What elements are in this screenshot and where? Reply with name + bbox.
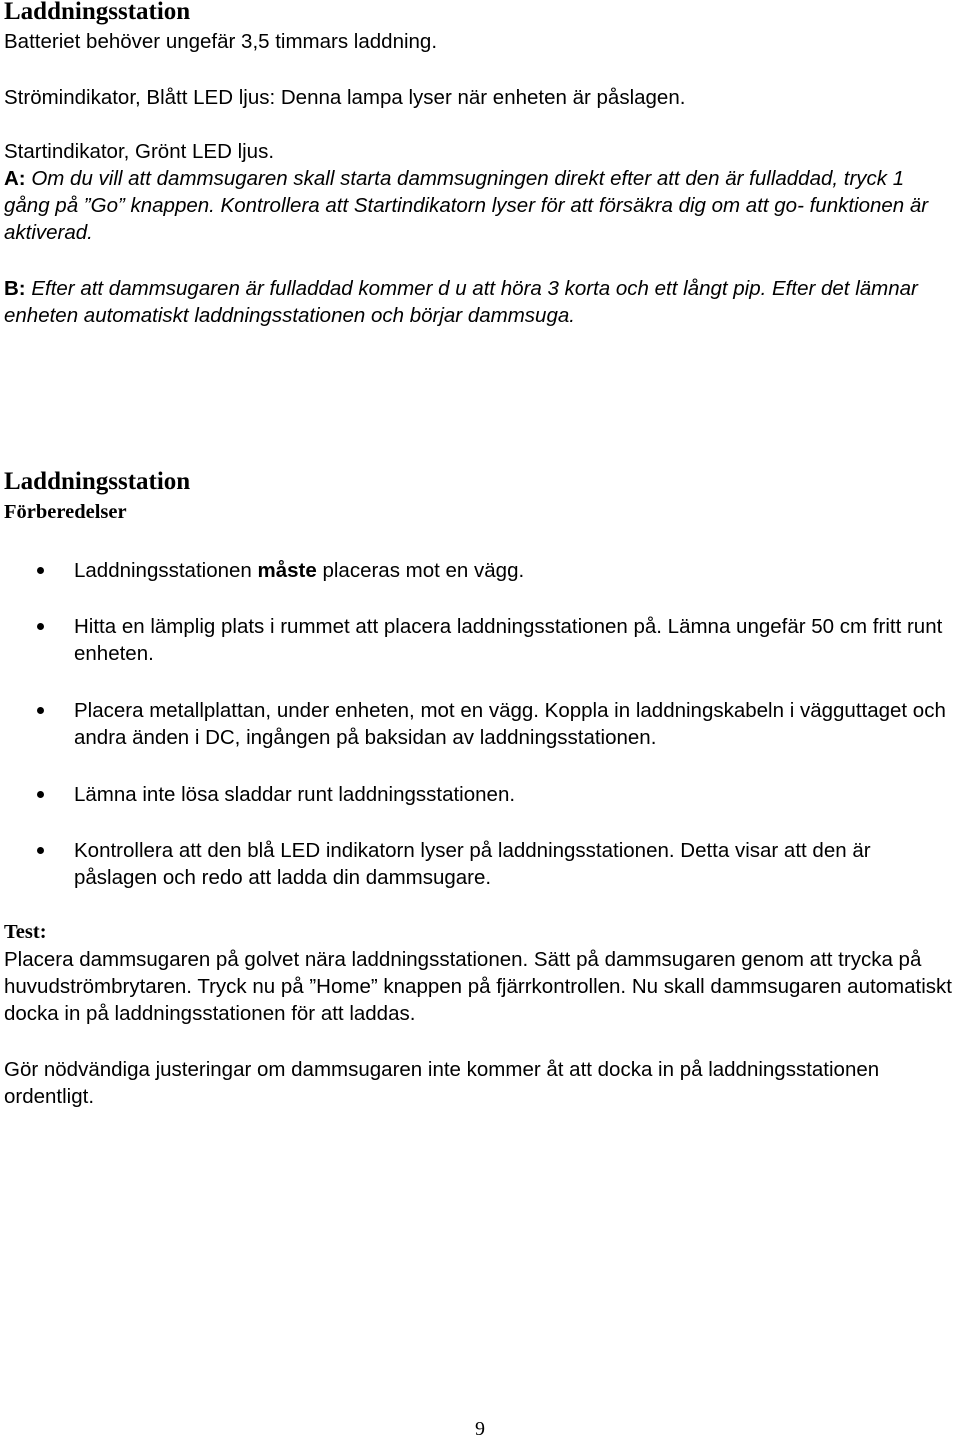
- bullet-icon: [37, 567, 44, 574]
- test-paragraph-1: Placera dammsugaren på golvet nära laddningsstationen. Sätt på dammsugaren genom att trycka på huvudströmbrytaren. Tryck nu på ”Home” knappen på fjärrkontrollen. Nu skall dammsugaren automatiskt docka in på laddningsstationen för att laddas.: [4, 948, 952, 1025]
- note-b-paragraph: [4, 275, 954, 329]
- note-b-text: Efter att dammsugaren är fulladdad kommer d u att höra 3 korta och ett långt pip. Efter det lämnar enheten automatiskt laddningsstationen och börjar dammsuga.: [4, 277, 918, 327]
- note-a-paragraph: [4, 165, 954, 246]
- bullet-text: Kontrollera att den blå LED indikatorn lyser på laddningsstationen. Detta visar att den är påslagen och redo att ladda din dammsugare.: [74, 839, 871, 889]
- battery-charge-text: Batteriet behöver ungefär 3,5 timmars laddning.: [4, 30, 438, 53]
- bullet-text: Lämna inte lösa sladdar runt laddningsstationen.: [74, 783, 516, 806]
- section-heading-charging-station: Laddningsstation: [4, 0, 191, 25]
- section-heading-charging-station-2: Laddningsstation: [4, 468, 191, 495]
- note-a-label: A:: [4, 167, 26, 190]
- page-number: 9: [475, 1418, 485, 1440]
- bullet-icon: [37, 707, 44, 714]
- bullet-text: Hitta en lämplig plats i rummet att placera laddningsstationen på. Lämna ungefär 50 cm fritt runt enheten.: [74, 615, 943, 665]
- power-indicator-text: Strömindikator, Blått LED ljus: Denna lampa lyser när enheten är påslagen.: [4, 86, 686, 109]
- note-b-label: B:: [4, 277, 26, 300]
- bullet-text: Placera metallplattan, under enheten, mot en vägg. Koppla in laddningskabeln i vägguttaget och andra änden i DC, ingången på baksidan av laddningsstationen.: [74, 699, 946, 749]
- bullet-text: Laddningsstationen måste placeras mot en vägg.: [74, 559, 525, 582]
- start-indicator-text: Startindikator, Grönt LED ljus.: [4, 140, 275, 163]
- bullet-icon: [37, 791, 44, 798]
- test-heading: Test:: [4, 921, 47, 943]
- preparations-subheading: Förberedelser: [4, 501, 127, 523]
- note-a-text: Om du vill att dammsugaren skall starta dammsugningen direkt efter att den är fulladdad, tryck 1 gång på ”Go” knappen. Kontrollera att Startindikatorn lyser för att försäkra dig om att go- funktionen är aktiverad.: [4, 167, 929, 244]
- test-paragraph-2: Gör nödvändiga justeringar om dammsugaren inte kommer åt att docka in på laddningsstationen ordentligt.: [4, 1058, 880, 1108]
- bullet-icon: [37, 847, 44, 854]
- bullet-icon: [37, 623, 44, 630]
